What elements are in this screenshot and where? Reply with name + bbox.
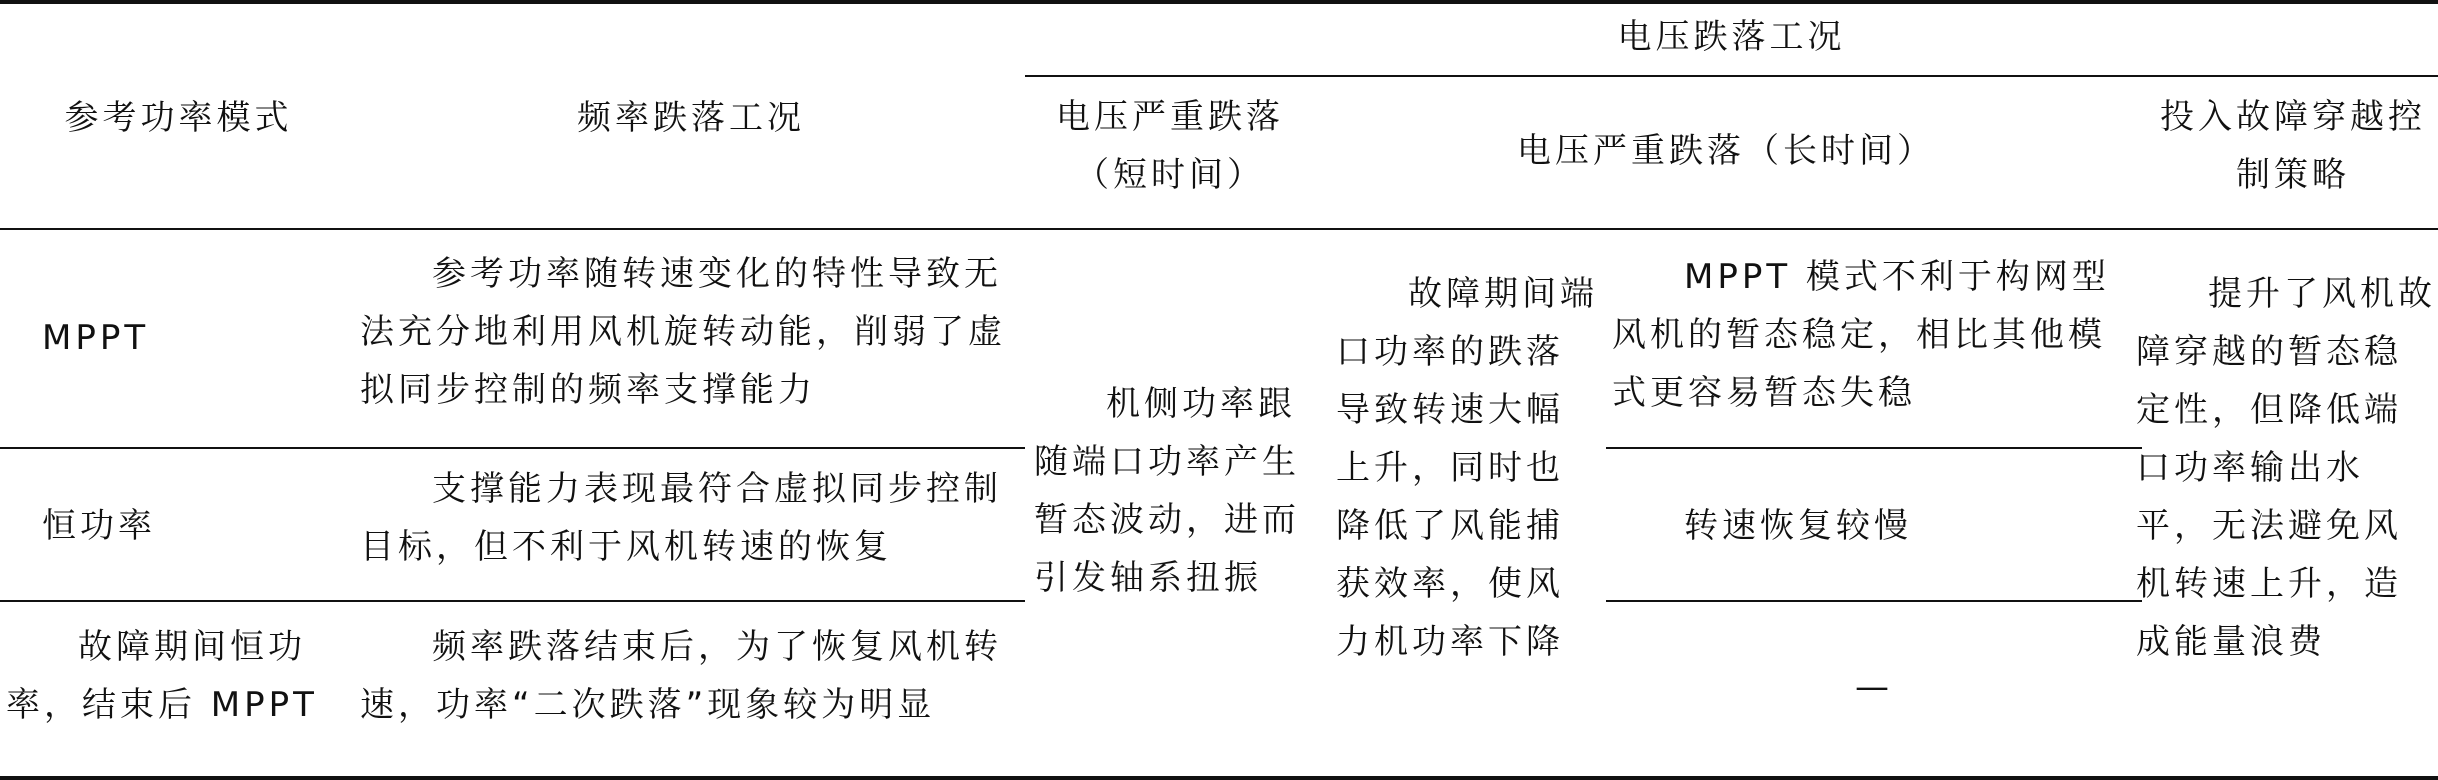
- header-bottom-rule: [0, 228, 2438, 230]
- row3-freq: 频率跌落结束后，为了恢复风机转速，功率“二次跌落”现象较为明显: [360, 627, 1002, 725]
- frt-cell: 提升了风机故障穿越的暂态稳定性，但降低端口功率输出水平，无法避免风机转速上升，造成能量浪费: [2136, 274, 2436, 662]
- row-divider-1-left: [0, 447, 1025, 449]
- header-ref-mode: 参考功率模式: [64, 98, 293, 138]
- header-volt-short: 电压严重跌落（短时间）: [1056, 97, 1284, 195]
- row1-mode: MPPT: [42, 318, 150, 358]
- row1-long-right: MPPT 模式不利于构网型风机的暂态稳定，相比其他模式更容易暂态失稳: [1612, 257, 2110, 413]
- row1-freq: 参考功率随转速变化的特性导致无法充分地利用风机旋转动能，削弱了虚拟同步控制的频率支撑能力: [360, 254, 1006, 410]
- row2-long-right: 转速恢复较慢: [1684, 506, 1912, 546]
- header-sub-rule: [1025, 75, 2438, 77]
- long-duration-left-cell: 故障期间端口功率的跌落导致转速大幅上升，同时也降低了风能捕获效率，使风力机功率下降: [1336, 274, 1598, 662]
- row2-freq: 支撑能力表现最符合虚拟同步控制目标，但不利于风机转速的恢复: [360, 469, 1002, 567]
- table-bottom-rule: [0, 776, 2438, 780]
- header-frt: 投入故障穿越控制策略: [2160, 97, 2426, 195]
- row3-long-right: —: [1855, 667, 1893, 707]
- row-divider-1-right: [1606, 447, 2142, 449]
- row2-mode: 恒功率: [42, 506, 156, 546]
- row-divider-2-right: [1606, 600, 2142, 602]
- row3-mode: 故障期间恒功率，结束后 MPPT: [6, 627, 318, 725]
- header-volt-long: 电压严重跌落（长时间）: [1517, 131, 1935, 171]
- header-freq-drop: 频率跌落工况: [577, 98, 805, 138]
- short-duration-cell: 机侧功率跟随端口功率产生暂态波动，进而引发轴系扭振: [1034, 384, 1300, 598]
- table-top-rule: [0, 0, 2438, 4]
- header-voltage-drop: 电压跌落工况: [1617, 17, 1846, 57]
- row-divider-2-left: [0, 600, 1025, 602]
